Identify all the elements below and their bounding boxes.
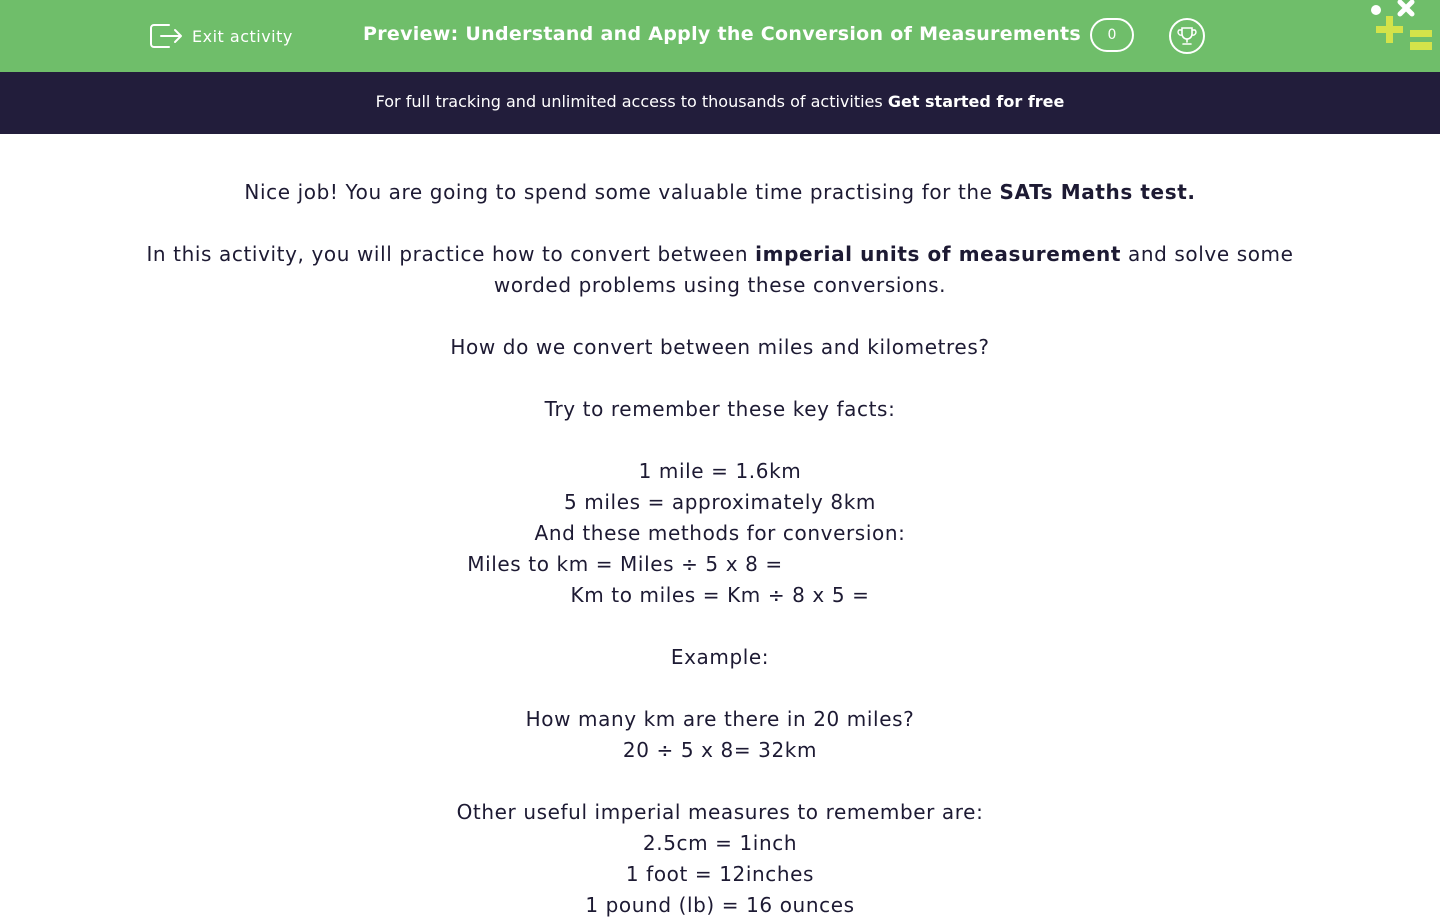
methods-heading: And these methods for conversion: [534, 521, 906, 545]
promo-banner [0, 72, 1440, 134]
other-heading: Other useful imperial measures to remember are: [456, 800, 984, 824]
example-answer: 20 ÷ 5 x 8= 32km [622, 738, 818, 762]
question-line: How do we convert between miles and kilometres? [450, 335, 990, 359]
example-question: How many km are there in 20 miles? [525, 707, 915, 731]
facts-heading: Try to remember these key facts: [544, 397, 896, 421]
activity-text-2: and solve some worded problems using these conversions. [493, 242, 1294, 297]
activity-intro [140, 177, 1300, 921]
activity-description [140, 239, 1300, 301]
example-heading: Example: [670, 645, 770, 669]
promo-text: For full tracking and unlimited access to thousands of activities [375, 92, 883, 111]
activity-text-1: In this activity, you will practice how to convert between [146, 242, 749, 266]
measure-3: 1 pound (lb) = 16 ounces [585, 893, 855, 917]
exit-icon [149, 21, 183, 51]
top-bar [0, 0, 1440, 72]
exit-activity-button[interactable] [149, 20, 293, 52]
method-2: Km to miles = Km ÷ 8 x 5 = [570, 583, 870, 607]
measure-2: 1 foot = 12inches [625, 862, 815, 886]
fact-2: 5 miles = approximately 8km [564, 490, 876, 514]
trophy-icon [1176, 25, 1198, 47]
method-1: Miles to km = Miles ÷ 5 x 8 = [467, 552, 783, 576]
page-title: Preview: Understand and Apply the Conversion of Measurements [363, 23, 1082, 45]
intro-text: Nice job! You are going to spend some valuable time practising for the [244, 180, 993, 204]
activity-bold: imperial units of measurement [755, 242, 1122, 266]
brand-logo [1366, 0, 1440, 60]
score-badge: 0 [1090, 18, 1134, 52]
trophy-button[interactable] [1169, 18, 1205, 54]
exit-label: Exit activity [192, 26, 293, 46]
intro-bold: SATs Maths test. [999, 180, 1196, 204]
intro-line [140, 177, 1300, 208]
measure-1: 2.5cm = 1inch [642, 831, 798, 855]
fact-1: 1 mile = 1.6km [638, 459, 802, 483]
get-started-link[interactable]: Get started for free [887, 92, 1065, 111]
